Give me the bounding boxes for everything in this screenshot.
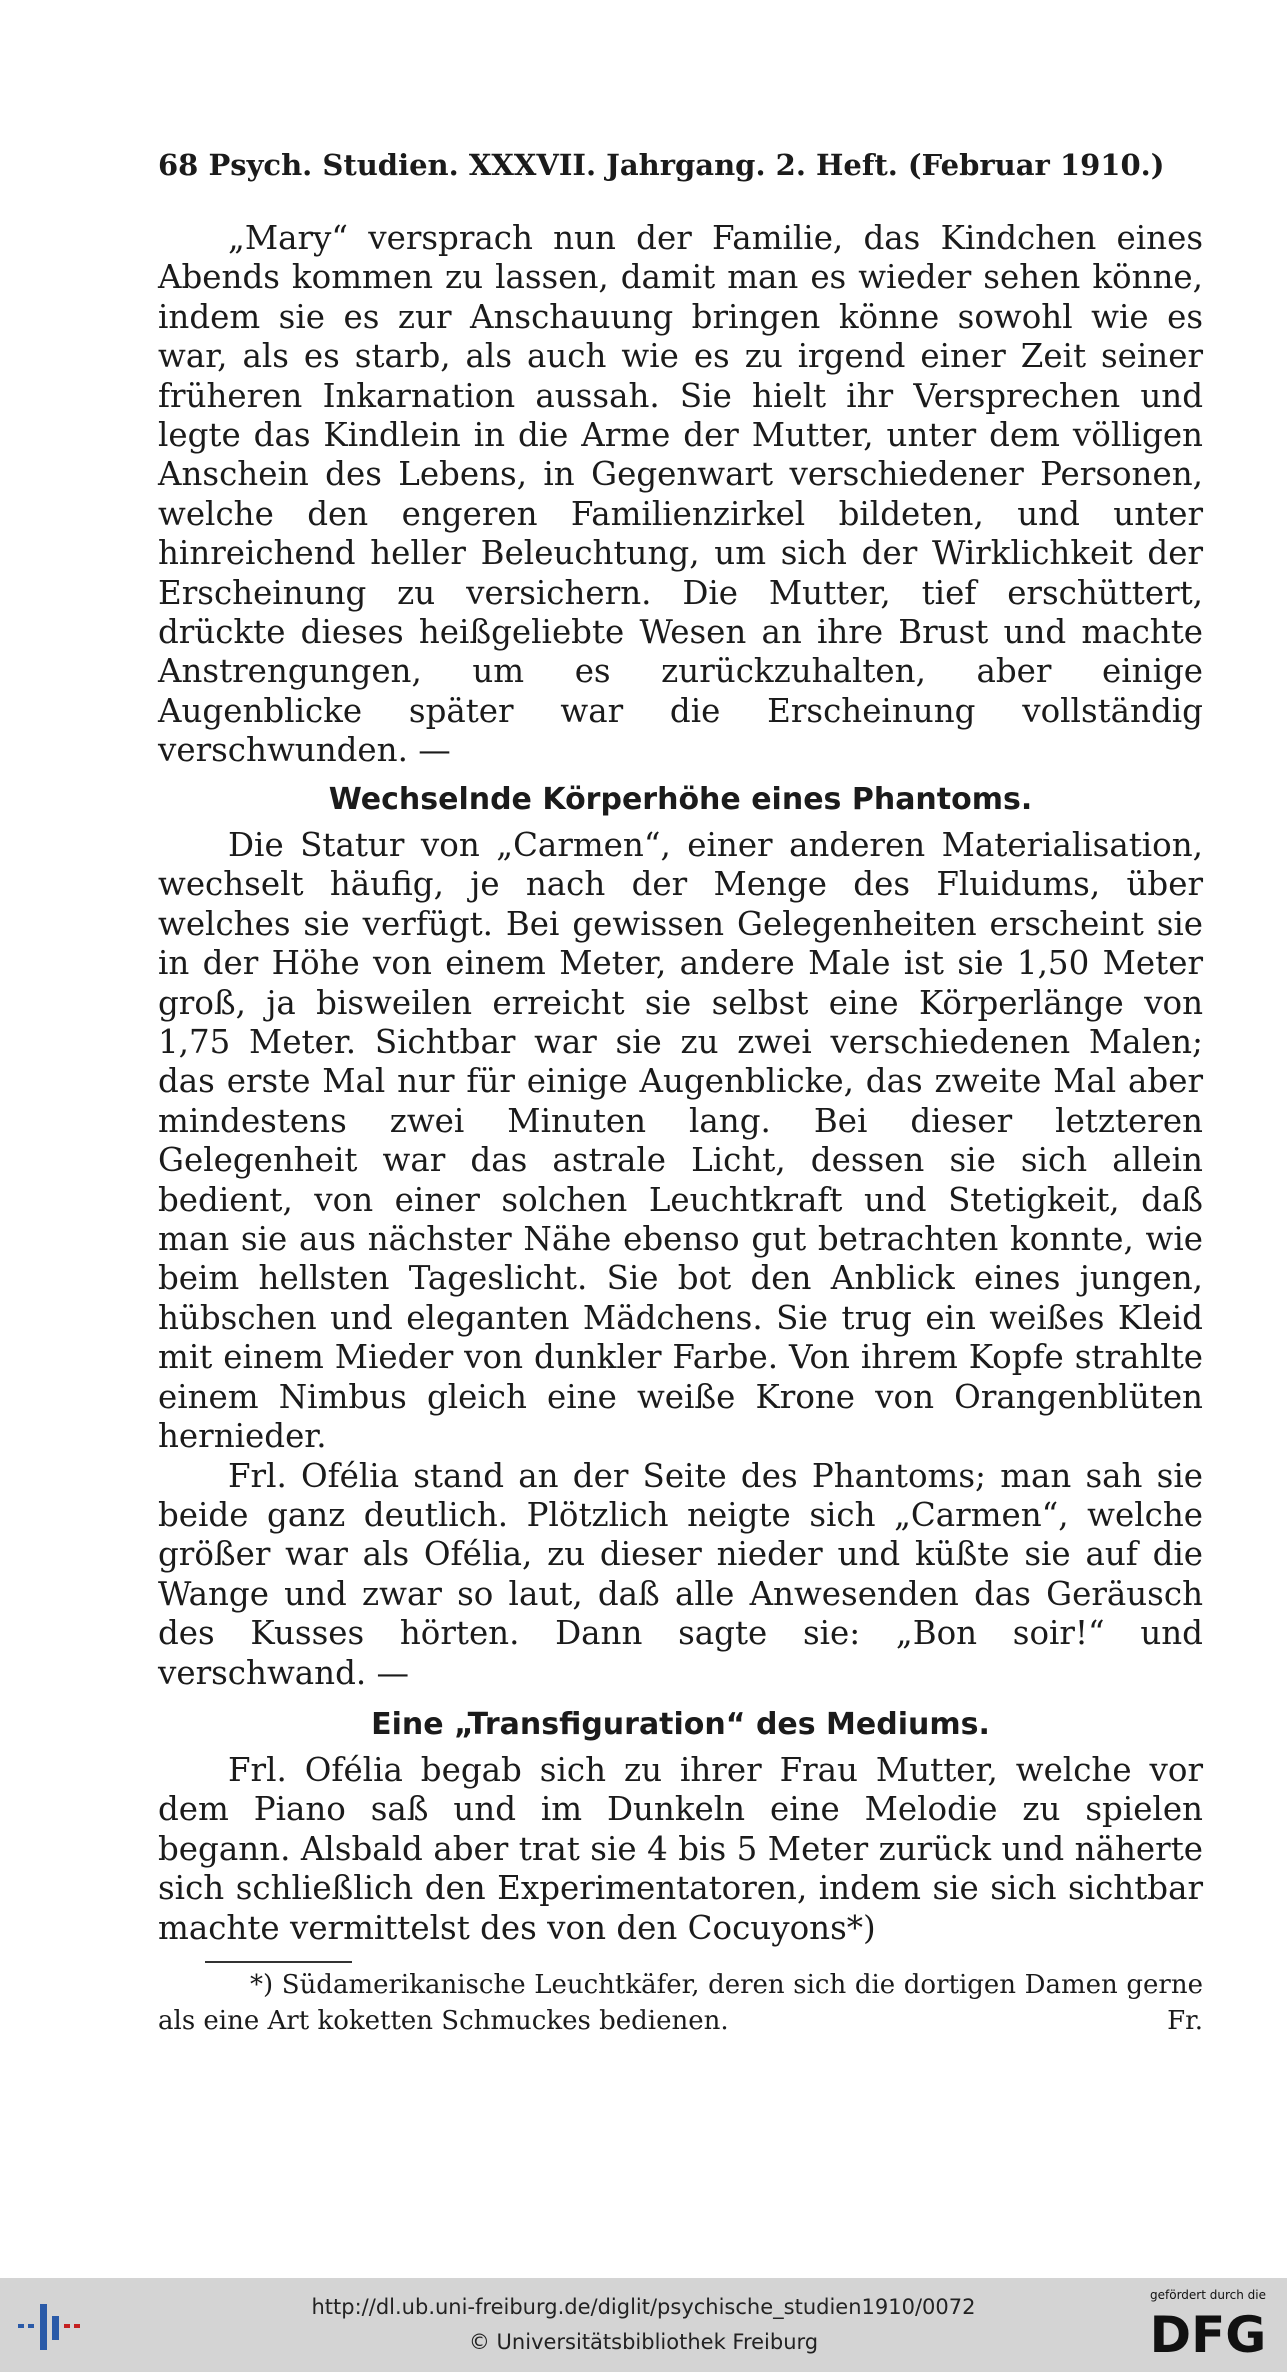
- paragraph: „Mary“ versprach nun der Familie, das Kindchen eines Abends kommen zu lassen, damit man es wieder sehen könne, indem sie es zur Anschauung bringen könne sowohl wie es war, als es starb, als auch wie es zu irgend einer Zeit seiner früheren Inkarnation aussah. Sie hielt ihr Versprechen und legte das Kindlein in die Arme der Mutter, unter dem völligen Anschein des Lebens, in Gegenwart verschiedener Personen, welche den engeren Familienzirkel bildeten, und unter hinreichend heller Beleuchtung, um sich der Wirklichkeit der Erscheinung zu versichern. Die Mutter, tief erschüttert, drückte dieses heißgeliebte Wesen an ihre Brust und machte Anstrengungen, um es zurückzuhalten, aber einige Augenblicke später war die Erscheinung vollständig verschwunden. —: [158, 219, 1203, 770]
- section-heading-1: Wechselnde Körperhöhe eines Phantoms.: [328, 782, 1033, 817]
- svg-text:DFG: DFG: [1149, 2306, 1267, 2360]
- footnote: [158, 1967, 1203, 2039]
- paragraph: Die Statur von „Carmen“, einer anderen Materialisation, wechselt häufig, je nach der Menge des Fluidums, über welches sie verfügt. Bei gewissen Gelegenheiten erscheint sie in der Höhe von einem Meter, andere Male ist sie 1,50 Meter groß, ja bisweilen erreicht sie selbst eine Körperlänge von 1,75 Meter. Sichtbar war sie zu zwei verschiedenen Malen; das erste Mal nur für einige Augenblicke, das zweite Mal aber mindestens zwei Minuten lang. Bei dieser letzteren Gelegenheit war das astrale Licht, dessen sie sich allein bedient, von einer solchen Leuchtkraft und Stetigkeit, daß man sie aus nächster Nähe ebenso gut betrachten konnte, wie beim hellsten Tageslicht. Sie bot den Anblick eines jungen, hübschen und eleganten Mädchens. Sie trug ein weißes Kleid mit einem Mieder von dunkler Farbe. Von ihrem Kopfe strahlte einem Nimbus gleich eine weiße Krone von Orangenblüten hernieder.: [158, 826, 1203, 1456]
- paragraph: Frl. Ofélia begab sich zu ihrer Frau Mutter, welche vor dem Piano saß und im Dunkeln eine Melodie zu spielen begann. Alsbald aber trat sie 4 bis 5 Meter zurück und näherte sich schließlich den Experimentatoren, indem sie sich sichtbar machte vermittelst des von den Cocuyons*): [158, 1751, 1203, 1947]
- body-section-1: [158, 219, 1203, 771]
- footnote-signature: Fr.: [1167, 2006, 1203, 2036]
- body-section-2: [158, 826, 1203, 1693]
- body-section-3: [158, 1751, 1203, 1948]
- section-heading-2: Eine „Transfiguration“ des Mediums.: [371, 1707, 990, 1742]
- permalink-url[interactable]: http://dl.ub.uni-freiburg.de/diglit/psychische_studien1910/0072: [311, 2295, 976, 2319]
- copyright-notice: © Universitätsbibliothek Freiburg: [468, 2330, 819, 2354]
- footnote-divider: [205, 1961, 352, 1963]
- viewer-footer: [0, 2278, 1287, 2372]
- dfg-logo-icon: [1138, 2304, 1278, 2360]
- running-head: 68 Psych. Studien. XXXVII. Jahrgang. 2. Heft. (Februar 1910.): [158, 148, 1165, 182]
- paragraph: Frl. Ofélia stand an der Seite des Phantoms; man sah sie beide ganz deutlich. Plötzlich neigte sich „Carmen“, welche größer war als Ofélia, zu dieser nieder und küßte sie auf die Wange und zwar so laut, daß alle Anwesenden das Geräusch des Kusses hörten. Dann sagte sie: „Bon soir!“ und verschwand. —: [158, 1456, 1203, 1692]
- funding-note: gefördert durch die: [1150, 2288, 1266, 2302]
- footnote-text: *) Südamerikanische Leuchtkäfer, deren sich die dortigen Damen gerne als eine Art koketten Schmuckes bedienen.: [158, 1970, 1203, 2036]
